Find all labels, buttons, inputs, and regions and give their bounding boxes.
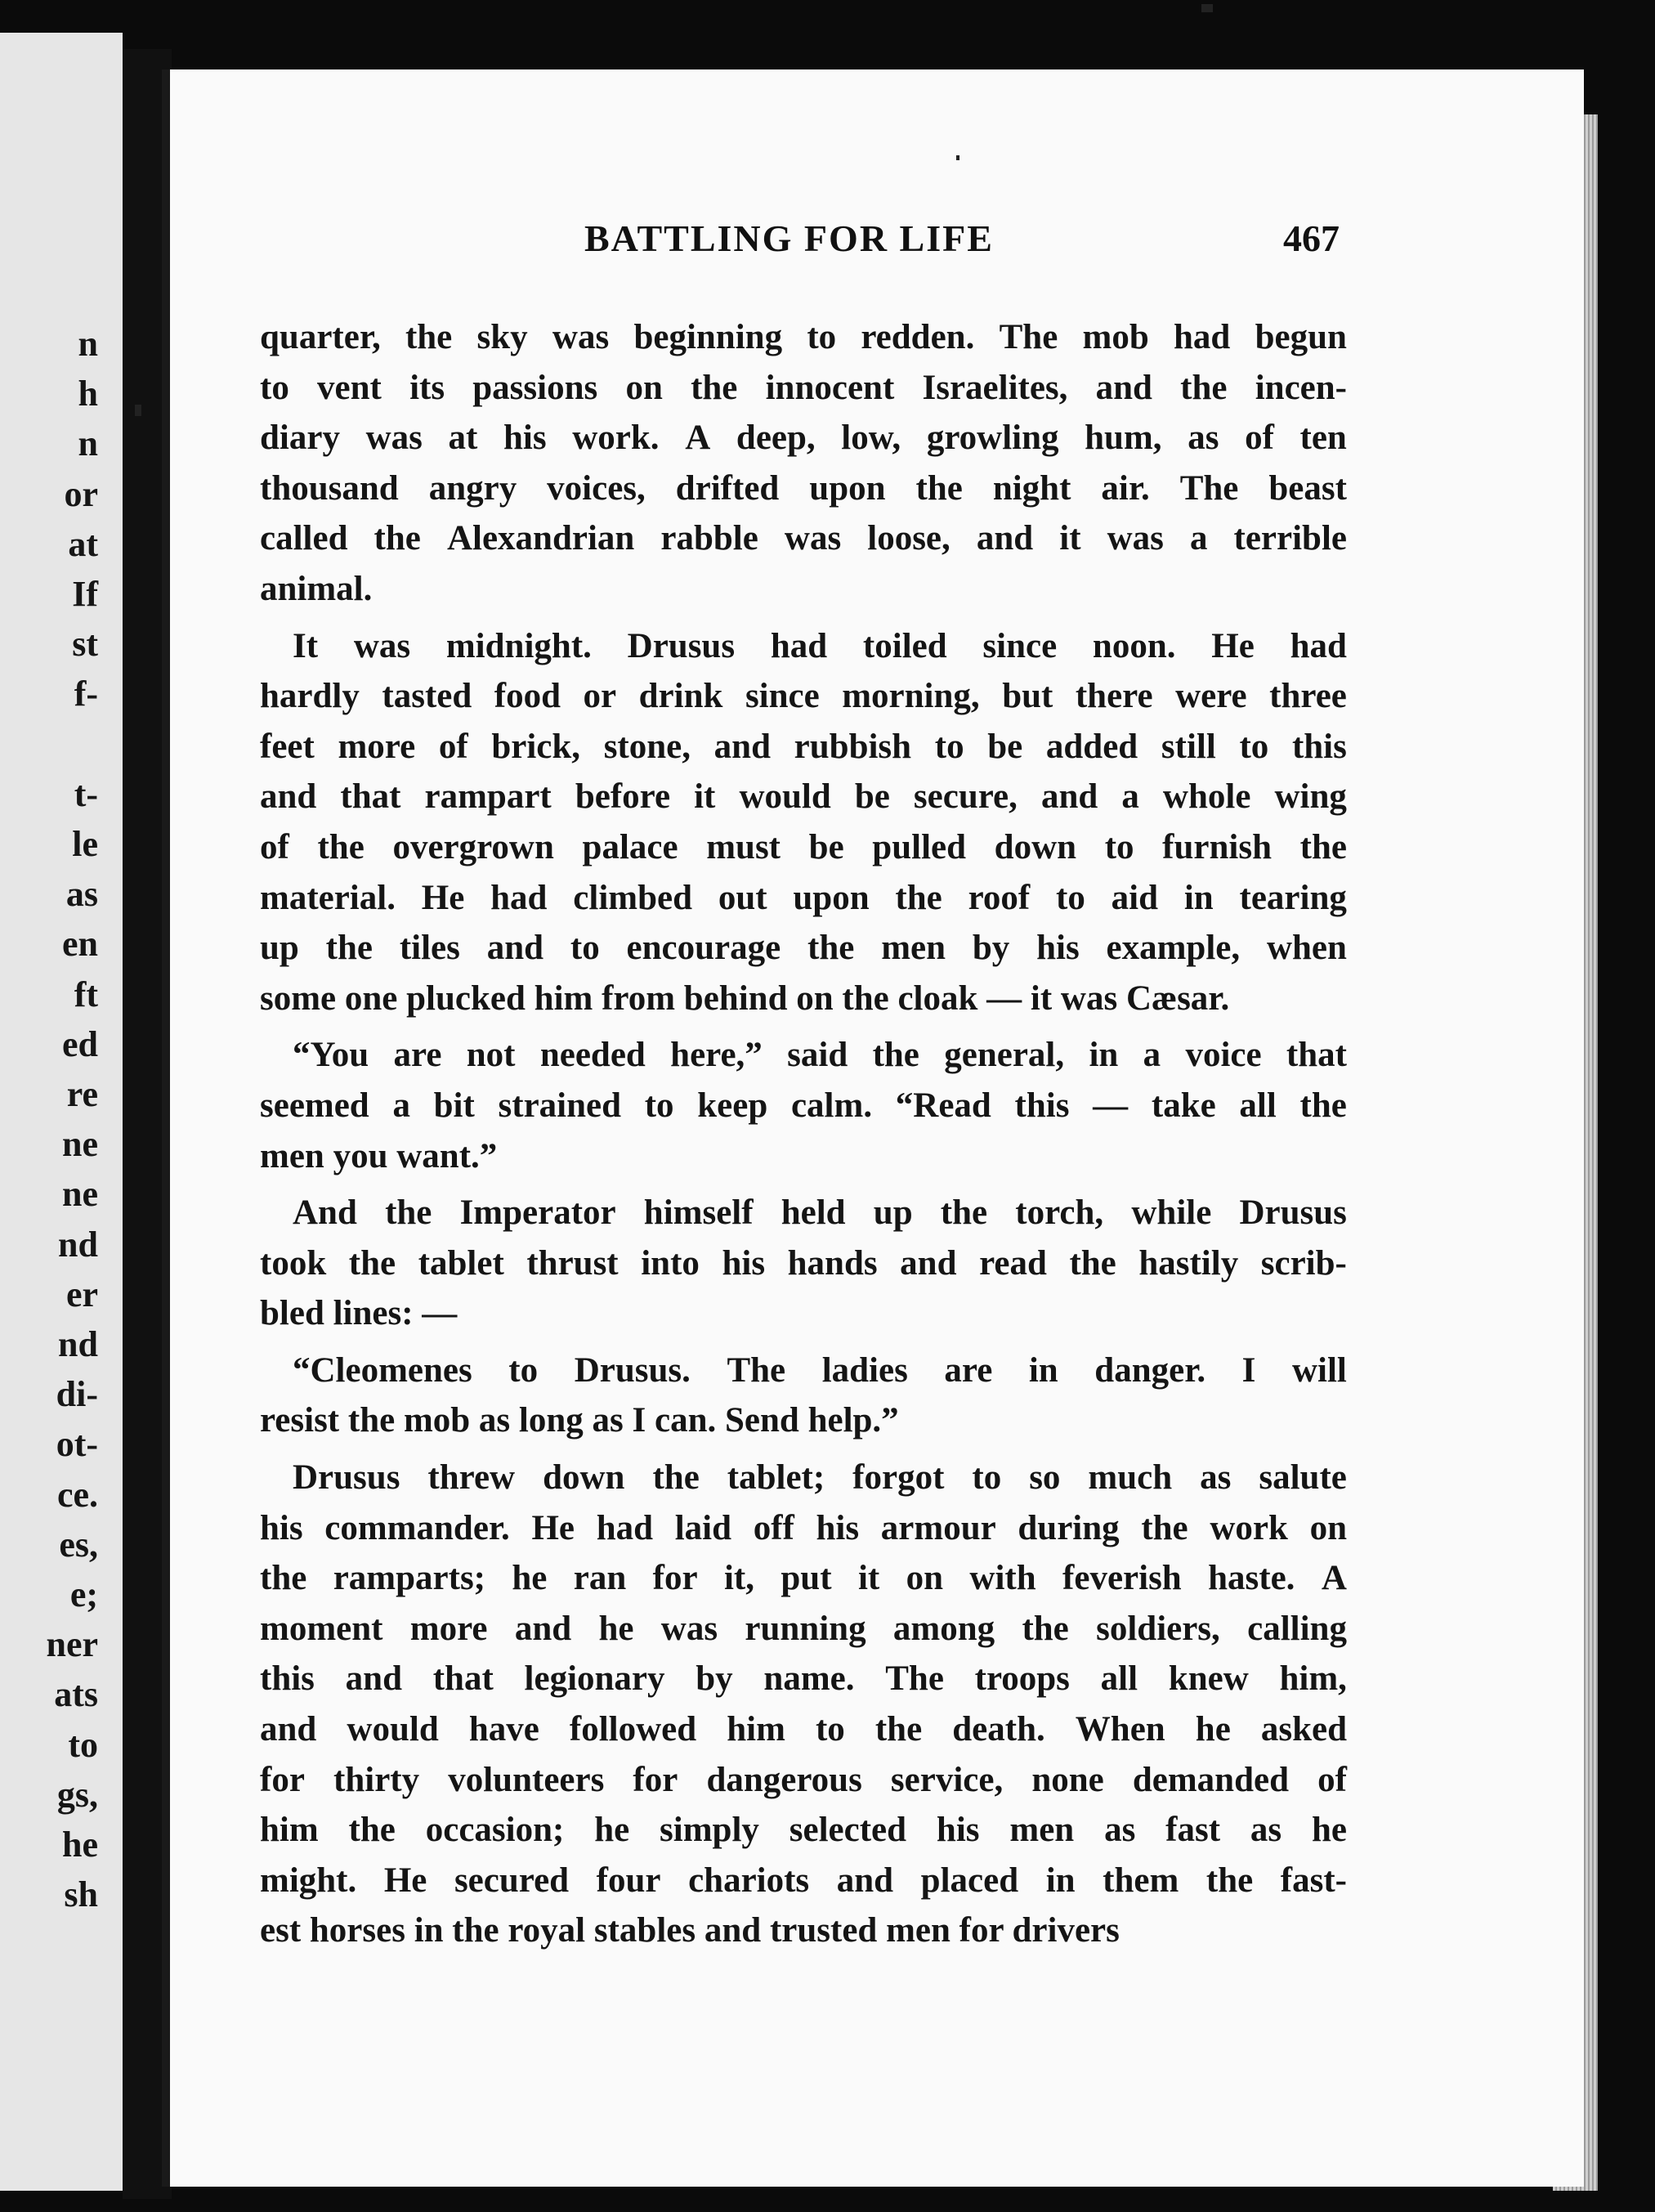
scan-speck [135,405,141,416]
text-line: It was midnight. Drusus had toiled since noon. He had [293,626,1347,665]
facing-page-fragment: ne [62,1124,98,1165]
facing-page-fragment: ce. [56,1474,98,1515]
text-line: diary was at his work. A deep, low, growling hum, as of ten [260,419,1347,458]
text-line: And the Imperator himself held up the torch, while Drusus [293,1193,1347,1233]
facing-page-fragment: ft [74,974,98,1014]
text-line: moment more and he was running among the soldiers, calling [260,1609,1347,1648]
facing-page-fragment: e; [69,1574,98,1615]
text-line: called the Alexandrian rabble was loose, and it was a terrible [260,519,1347,558]
paragraph [260,1346,1347,1446]
facing-page-fragment: st [72,624,98,665]
text-line: and that rampart before it would be secure, and a whole wing [260,777,1347,817]
text-line: took the tablet thrust into his hands and read the hastily scrib- [260,1243,1347,1283]
facing-page-fragment: gs, [56,1774,98,1815]
facing-page-fragment: ed [62,1023,98,1064]
page-number: 467 [1283,217,1340,259]
text-line: seemed a bit strained to keep calm. “Read this — take all the [260,1086,1347,1125]
facing-page-fragment: en [62,924,98,965]
text-line: some one plucked him from behind on the cloak — it was Cæsar. [260,978,1230,1018]
running-head: BATTLING FOR LIFE [584,217,994,259]
facing-page-left [0,33,123,2191]
facing-page-fragment: n [78,423,98,464]
facing-page-fragment: ner [46,1624,98,1665]
text-line: of the overgrown palace must be pulled down to furnish the [260,827,1347,866]
text-line: quarter, the sky was beginning to redden. The mob had begun [260,318,1347,356]
paragraph [260,312,1347,615]
facing-page-fragment: ats [54,1674,98,1715]
text-line: thousand angry voices, drifted upon the night air. The beast [260,468,1347,508]
text-line: and would have followed him to the death. When he asked [260,1710,1347,1749]
text-line: feet more of brick, stone, and rubbish to be added still to this [260,727,1347,766]
facing-page-fragment: to [68,1724,98,1765]
facing-page-fragment: t- [74,773,98,814]
scan-speck [1201,4,1213,12]
facing-page-fragment: h [78,374,98,414]
text-line: to vent its passions on the innocent Israelites, and the incen- [260,368,1347,407]
scan-speck [956,155,959,160]
paragraph [260,1188,1347,1339]
text-line: Drusus threw down the tablet; forgot to so much as salute [293,1458,1347,1498]
text-line: for thirty volunteers for dangerous service, none demanded of [260,1760,1347,1799]
facing-page-fragment [0,719,98,769]
facing-page-fragment: ne [62,1174,98,1215]
text-line: animal. [260,569,373,608]
text-line: men you want.” [260,1136,498,1175]
text-line: his commander. He had laid off his armour during the work on [260,1508,1347,1547]
paragraph [260,1030,1347,1181]
text-line: up the tiles and to encourage the men by his example, when [260,929,1347,968]
text-line: material. He had climbed out upon the roof to aid in tearing [260,878,1347,917]
facing-page-fragment: n [78,324,98,364]
facing-page-fragment: ot- [56,1424,98,1465]
facing-page-fragment: di- [56,1374,98,1415]
facing-page-fragment: at [68,523,98,564]
facing-page-fragment: er [65,1274,98,1314]
facing-page-fragment: as [65,874,98,915]
text-line: hardly tasted food or drink since morning, but there were three [260,677,1347,716]
facing-page-text-fragments [0,319,98,1920]
text-line: the ramparts; he ran for it, put it on with feverish haste. A [260,1559,1347,1598]
facing-page-fragment: sh [64,1874,98,1915]
text-line: might. He secured four chariots and placed in them the fast- [260,1860,1347,1900]
facing-page-fragment: nd [58,1224,98,1265]
paragraph [260,621,1347,1024]
body-text [260,312,1347,1956]
facing-page-fragment: If [72,574,98,615]
text-line: him the occasion; he simply selected his men as fast as he [260,1811,1347,1850]
facing-page-fragment: he [62,1825,98,1865]
facing-page-fragment: es, [59,1524,98,1565]
text-line: resist the mob as long as I can. Send help.” [260,1401,899,1440]
facing-page-fragment: nd [58,1324,98,1365]
facing-page-fragment: or [64,473,98,514]
text-line: “Cleomenes to Drusus. The ladies are in danger. I will [293,1350,1347,1390]
text-line: bled lines: — [260,1294,458,1333]
text-line: est horses in the royal stables and trusted men for drivers [260,1911,1120,1950]
paragraph [260,1453,1347,1956]
text-line: “You are not needed here,” said the general, in a voice that [293,1036,1347,1075]
facing-page-fragment: re [66,1074,98,1115]
facing-page-fragment: f- [74,674,98,714]
facing-page-fragment: le [72,824,98,865]
text-line: this and that legionary by name. The troops all knew him, [260,1659,1347,1699]
